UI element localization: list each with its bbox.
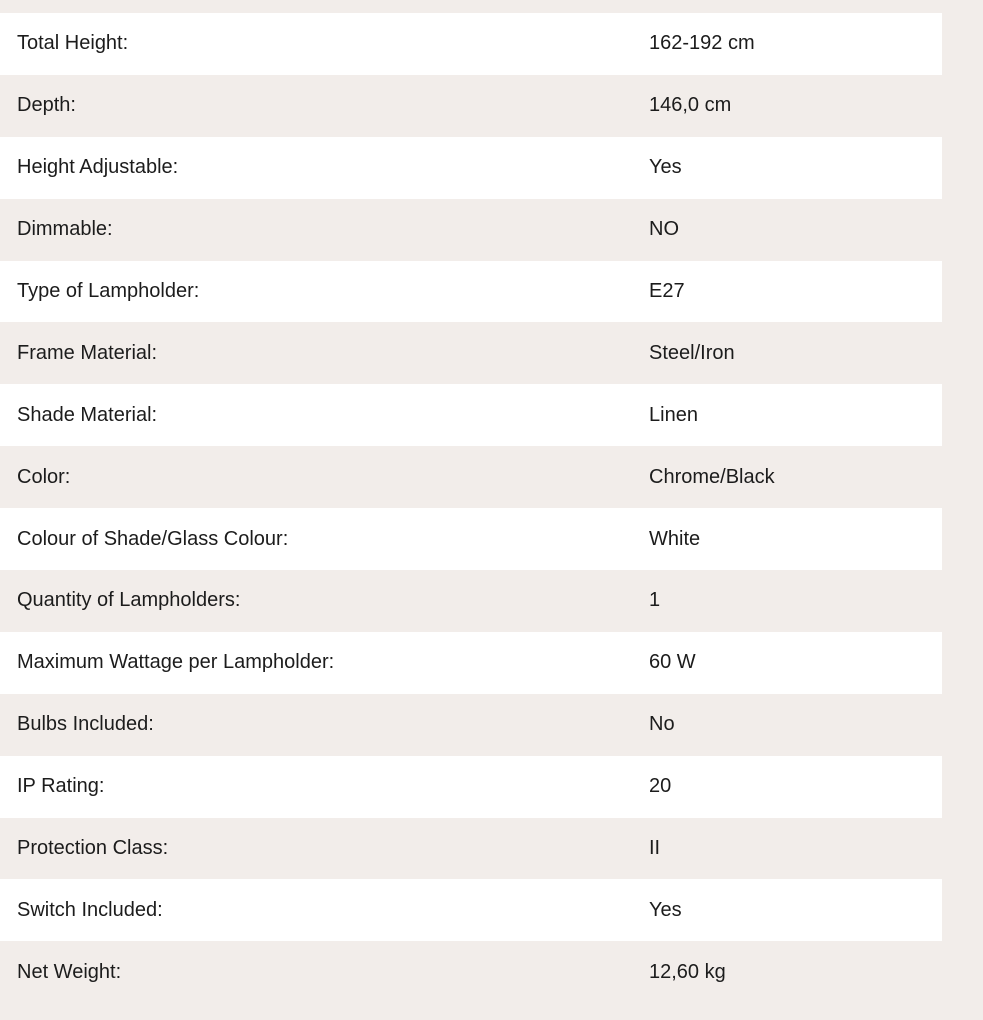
- spec-value: 20: [649, 775, 672, 798]
- spec-row-ip-rating: [0, 756, 942, 818]
- spec-label: Depth:: [17, 94, 76, 117]
- spec-label: Color:: [17, 465, 71, 488]
- spec-value: Steel/Iron: [649, 341, 735, 364]
- spec-row-shade-colour: [0, 508, 942, 570]
- spec-value: Yes: [649, 898, 682, 921]
- spec-label: Dimmable:: [17, 218, 113, 241]
- spec-label: Type of Lampholder:: [17, 280, 200, 302]
- spec-value: 1: [649, 589, 661, 612]
- spec-label: Bulbs Included:: [17, 713, 154, 736]
- spec-label: Switch Included:: [17, 898, 163, 921]
- spec-value: 146,0 cm: [649, 94, 732, 117]
- spec-row-lampholder-type: [0, 261, 942, 323]
- spec-label: Total Height:: [17, 32, 129, 55]
- spec-value: White: [649, 527, 701, 550]
- spec-row-color: [0, 446, 942, 508]
- spec-row-bulbs-included: [0, 694, 942, 756]
- spec-row-depth: [0, 75, 942, 137]
- spec-label: Height Adjustable:: [17, 156, 179, 179]
- specifications-table: [0, 13, 942, 1003]
- spec-row-protection-class: [0, 818, 942, 880]
- spec-value: 12,60 kg: [649, 960, 726, 983]
- spec-label: Net Weight:: [17, 960, 122, 983]
- spec-label: Maximum Wattage per Lampholder:: [17, 651, 335, 674]
- spec-value: 60 W: [649, 651, 696, 674]
- spec-label: Frame Material:: [17, 341, 158, 364]
- spec-row-net-weight: [0, 941, 942, 1003]
- spec-value: 162-192 cm: [649, 32, 755, 55]
- spec-row-shade-material: [0, 384, 942, 446]
- spec-label: Shade Material:: [17, 403, 158, 426]
- spec-row-dimmable: [0, 199, 942, 261]
- spec-row-lampholder-quantity: [0, 570, 942, 632]
- spec-label: Protection Class:: [17, 837, 169, 860]
- spec-row-max-wattage: [0, 632, 942, 694]
- spec-label: IP Rating:: [17, 775, 105, 798]
- spec-label: Quantity of Lampholders:: [17, 589, 241, 612]
- spec-value: NO: [649, 218, 679, 241]
- spec-row-height-adjustable: [0, 137, 942, 199]
- spec-value: No: [649, 713, 675, 736]
- spec-value: Chrome/Black: [649, 465, 775, 488]
- spec-row-switch-included: [0, 879, 942, 941]
- spec-value: Yes: [649, 156, 682, 179]
- spec-label: Colour of Shade/Glass Colour:: [17, 527, 289, 550]
- spec-value: II: [649, 837, 661, 860]
- spec-row-total-height: [0, 13, 942, 75]
- spec-row-frame-material: [0, 322, 942, 384]
- spec-value: Linen: [649, 403, 698, 426]
- spec-value: E27: [649, 280, 685, 302]
